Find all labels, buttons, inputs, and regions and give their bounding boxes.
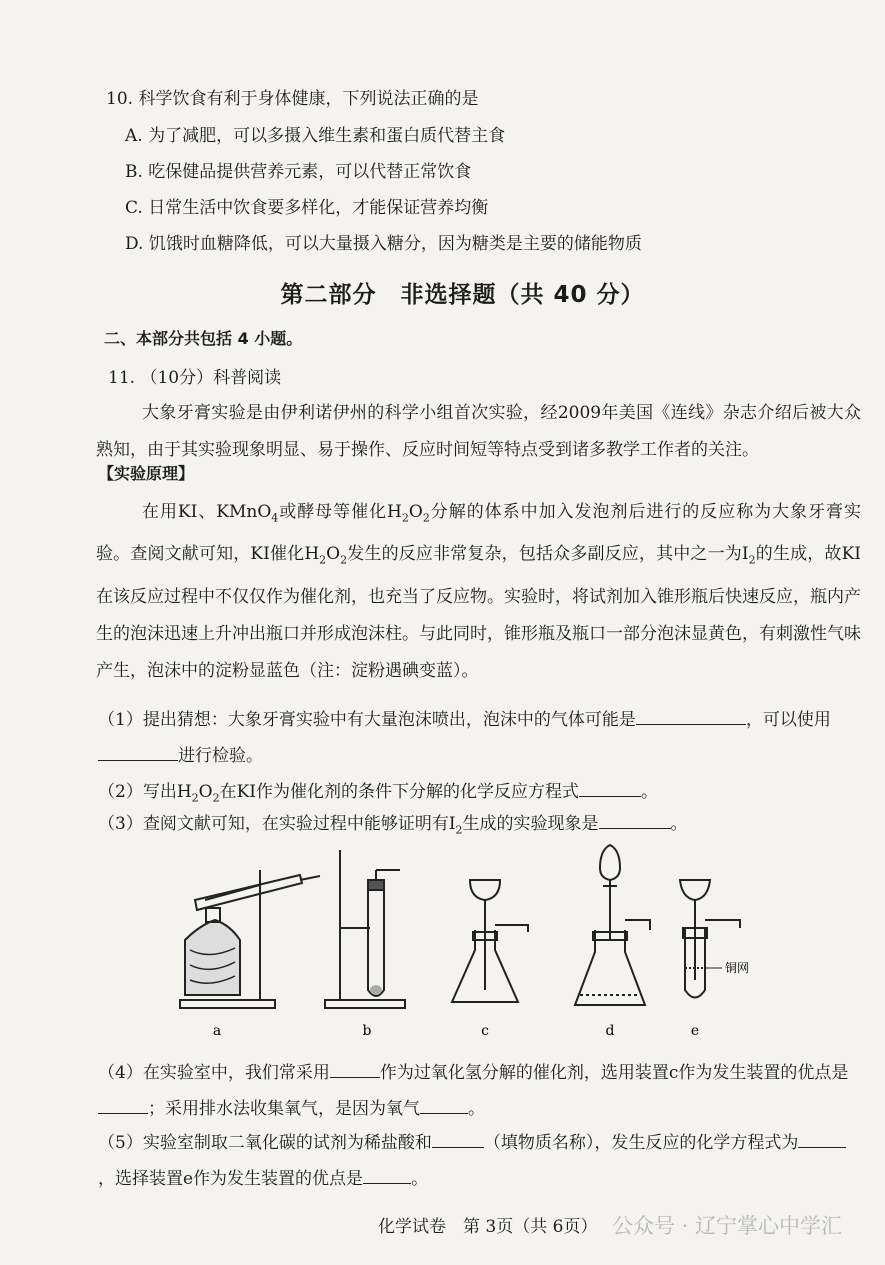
q10-option-a: A. 为了减肥，可以多摄入维生素和蛋白质代替主食: [125, 126, 506, 146]
watermark: 公众号 · 辽宁掌心中学汇: [612, 1214, 843, 1238]
figure-label-c: c: [481, 1023, 489, 1039]
principle-label: 【实验原理】: [98, 464, 195, 483]
apparatus-b: [325, 850, 405, 1008]
q11-stem: 11. （10分）科普阅读: [108, 368, 282, 388]
q11-intro: 大象牙膏实验是由伊利诺伊州的科学小组首次实验，经2009年美国《连线》杂志介绍后被大众熟知，由于其实验现象明显、易于操作、反应时间短等特点受到诸多教学工作者的关注。: [96, 403, 861, 460]
answer-blank[interactable]: [636, 706, 746, 725]
answer-blank[interactable]: [98, 1095, 148, 1114]
sub-question-4: （4）在实验室中，我们常采用 作为过氧化氢分解的催化剂，选用装置c作为发生装置的优点是；采用排水法收集氧气，是因为氧气 。: [98, 1055, 863, 1127]
sub-question-2: （2）写出$H_2O_2$在KI作为催化剂的条件下分解的化学反应方程式 。: [98, 774, 863, 816]
part-title: 第二部分 非选择题（共 40 分）: [280, 282, 645, 308]
answer-blank[interactable]: [798, 1129, 846, 1148]
answer-blank[interactable]: [432, 1129, 484, 1148]
principle-paragraph: 在用KI、KMnO$_4$或酵母等催化$H_2O_2$分解的体系中加入发泡剂后进行的反应称为大象牙膏实验。查阅文献可知，KI催化$H_2O_2$发生的反应非常复杂，包括众多副反应，其中之一为$I_2$的生成，故KI在该反应过程中不仅仅作为催化剂，也充当了反应物。实验时，将试剂加入锥形瓶后快速反应，瓶内产生的泡沫迅速上升冲出瓶口并形成泡沫柱。与此同时，锥形瓶及瓶口一部分泡沫显黄色，有刺激性气味产生，泡沫中的淀粉显蓝色（注：淀粉遇碘变蓝）。: [96, 502, 861, 681]
apparatus-c: [452, 880, 528, 1002]
sub-question-1: （1）提出猜想：大象牙膏实验中有大量泡沫喷出，泡沫中的气体可能是 ，可以使用进行检验。: [98, 702, 863, 774]
apparatus-a: [180, 870, 320, 1008]
copper-mesh-label: 铜网: [725, 961, 750, 975]
q10-option-b: B. 吃保健品提供营养元素，可以代替正常饮食: [125, 162, 472, 182]
page-footer: 化学试卷 第 3页（共 6页）: [378, 1217, 598, 1237]
q10-option-c: C. 日常生活中饮食要多样化，才能保证营养均衡: [125, 198, 489, 218]
answer-blank[interactable]: [98, 742, 178, 761]
answer-blank[interactable]: [420, 1095, 468, 1114]
sub-question-3: （3）查阅文献可知，在实验过程中能够证明有$I_2$生成的实验现象是 。: [98, 806, 863, 848]
answer-blank[interactable]: [579, 778, 641, 797]
apparatus-figure: [170, 840, 770, 1050]
sub-question-5: （5）实验室制取二氧化碳的试剂为稀盐酸和 （填物质名称），发生反应的化学方程式为，选择装置e作为发生装置的优点是 。: [98, 1125, 863, 1197]
figure-label-a: a: [212, 1023, 222, 1039]
answer-blank[interactable]: [599, 810, 671, 829]
figure-label-b: b: [362, 1023, 372, 1039]
apparatus-d: [575, 845, 650, 1005]
figure-label-e: e: [690, 1023, 700, 1039]
answer-blank[interactable]: [330, 1059, 380, 1078]
section-title: 二、本部分共包括 4 小题。: [104, 329, 303, 348]
q10-option-d: D. 饥饿时血糖降低，可以大量摄入糖分，因为糖类是主要的储能物质: [125, 234, 642, 254]
q10-stem: 10. 科学饮食有利于身体健康，下列说法正确的是: [106, 89, 479, 109]
apparatus-e: [680, 880, 740, 998]
figure-label-d: d: [605, 1023, 615, 1039]
answer-blank[interactable]: [363, 1165, 411, 1184]
